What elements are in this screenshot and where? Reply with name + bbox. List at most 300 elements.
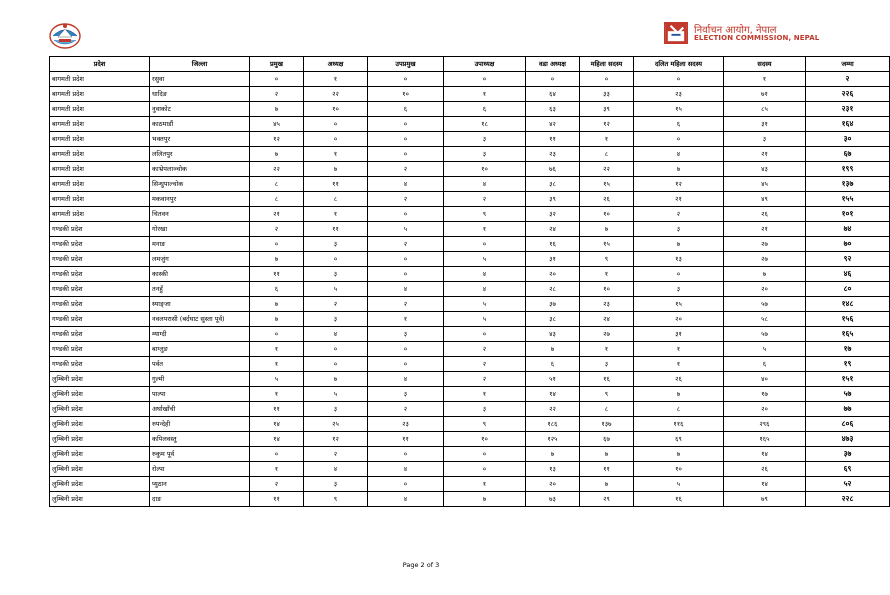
district-cell: बाग्लुङ <box>150 342 250 357</box>
province-cell: लुम्बिनी प्रदेश <box>50 372 150 387</box>
table-cell: २ <box>304 447 368 462</box>
table-cell: १४ <box>250 417 304 432</box>
district-cell: लमजुंग <box>150 252 250 267</box>
province-cell: गण्डकी प्रदेश <box>50 327 150 342</box>
total-cell: १६४ <box>806 117 890 132</box>
table-row <box>50 312 890 327</box>
table-cell: ६ <box>634 117 724 132</box>
table-cell: ० <box>368 342 444 357</box>
table-cell: ७ <box>250 252 304 267</box>
province-cell: बागमती प्रदेश <box>50 117 150 132</box>
total-cell: ५७ <box>806 387 890 402</box>
table-cell: ३१ <box>634 327 724 342</box>
table-row <box>50 282 890 297</box>
district-cell: रुपन्देही <box>150 417 250 432</box>
table-cell: ८ <box>250 177 304 192</box>
table-cell: १८ <box>444 117 526 132</box>
table-cell: ११ <box>580 462 634 477</box>
table-cell: ३१ <box>526 252 580 267</box>
table-cell: ४ <box>304 462 368 477</box>
table-cell: २६ <box>724 462 806 477</box>
district-cell: काठमाडौं <box>150 117 250 132</box>
table-cell: २२ <box>304 87 368 102</box>
table-cell: २८ <box>526 282 580 297</box>
table-row <box>50 72 890 87</box>
total-cell: १४८ <box>806 297 890 312</box>
column-header: अध्यक्ष <box>304 57 368 72</box>
column-header: जम्मा <box>806 57 890 72</box>
table-cell: ९ <box>580 387 634 402</box>
table-cell: २ <box>368 192 444 207</box>
table-cell: ० <box>250 327 304 342</box>
province-cell: बागमती प्रदेश <box>50 132 150 147</box>
total-cell: ८०६ <box>806 417 890 432</box>
province-cell: गण्डकी प्रदेश <box>50 252 150 267</box>
table-cell: २३ <box>368 417 444 432</box>
table-cell: १ <box>250 357 304 372</box>
table-cell: ७ <box>634 162 724 177</box>
table-header-row <box>50 57 890 72</box>
table-cell: ४० <box>724 372 806 387</box>
table-cell: ० <box>634 72 724 87</box>
province-cell: गण्डकी प्रदेश <box>50 297 150 312</box>
table-cell: ८ <box>580 147 634 162</box>
table-cell: १ <box>304 72 368 87</box>
table-cell: ४५ <box>724 177 806 192</box>
table-cell: ४ <box>634 147 724 162</box>
table-cell: १० <box>634 462 724 477</box>
table-cell: १ <box>444 222 526 237</box>
province-cell: गण्डकी प्रदेश <box>50 222 150 237</box>
table-cell: १४ <box>724 477 806 492</box>
province-cell: बागमती प्रदेश <box>50 207 150 222</box>
logo-text-english: ELECTION COMMISSION, NEPAL <box>694 34 820 42</box>
province-cell: लुम्बिनी प्रदेश <box>50 432 150 447</box>
table-cell: ३ <box>304 402 368 417</box>
district-cell: दाङ <box>150 492 250 507</box>
table-row <box>50 162 890 177</box>
district-cell: मनाङ <box>150 237 250 252</box>
table-cell: २ <box>444 372 526 387</box>
table-cell: २ <box>250 87 304 102</box>
table-cell: ५८ <box>724 312 806 327</box>
province-cell: लुम्बिनी प्रदेश <box>50 447 150 462</box>
table-cell: ५ <box>250 372 304 387</box>
table-cell: ४ <box>368 492 444 507</box>
table-cell: २९ <box>580 492 634 507</box>
district-cell: नवलपरासी (बर्दघाट सुस्ता पूर्व) <box>150 312 250 327</box>
table-cell: १४ <box>250 432 304 447</box>
table-cell: ३ <box>368 327 444 342</box>
table-cell: ७ <box>580 477 634 492</box>
table-cell: २ <box>444 192 526 207</box>
table-cell: ३२ <box>526 207 580 222</box>
table-cell: २७ <box>724 252 806 267</box>
district-cell: रुकुम पूर्व <box>150 447 250 462</box>
table-cell: २१ <box>634 192 724 207</box>
province-cell: गण्डकी प्रदेश <box>50 312 150 327</box>
table-cell: १६५ <box>724 432 806 447</box>
table-cell: २ <box>368 237 444 252</box>
table-cell: १३ <box>634 252 724 267</box>
total-cell: १७ <box>806 342 890 357</box>
column-header: जिल्ला <box>150 57 250 72</box>
table-cell: २७ <box>580 327 634 342</box>
table-cell: ० <box>634 267 724 282</box>
table-cell: २० <box>724 282 806 297</box>
table-cell: ९ <box>444 417 526 432</box>
table-cell: २३ <box>580 297 634 312</box>
table-cell: १२ <box>634 177 724 192</box>
ballot-box-icon <box>664 22 688 44</box>
table-cell: ३७ <box>526 297 580 312</box>
table-cell: ० <box>368 357 444 372</box>
table-cell: ५ <box>444 312 526 327</box>
table-row <box>50 252 890 267</box>
province-cell: गण्डकी प्रदेश <box>50 237 150 252</box>
table-cell: ३८ <box>526 312 580 327</box>
table-cell: ११ <box>526 132 580 147</box>
table-cell: २ <box>634 207 724 222</box>
table-cell: ४५ <box>250 117 304 132</box>
table-cell: ८ <box>580 402 634 417</box>
column-header: उपाध्यक्ष <box>444 57 526 72</box>
table-row <box>50 342 890 357</box>
table-cell: ६७ <box>580 432 634 447</box>
table-cell: ४ <box>444 267 526 282</box>
district-cell: पाल्पा <box>150 387 250 402</box>
table-row <box>50 372 890 387</box>
table-cell: २२ <box>250 162 304 177</box>
table-cell: ५७ <box>724 297 806 312</box>
table-cell: ६९ <box>634 432 724 447</box>
total-cell: १५५ <box>806 192 890 207</box>
table-row <box>50 132 890 147</box>
total-cell: १९ <box>806 357 890 372</box>
table-cell: ० <box>304 117 368 132</box>
table-cell: १ <box>250 342 304 357</box>
table-cell: ८५ <box>724 102 806 117</box>
table-cell: ११६ <box>634 417 724 432</box>
table-cell: १५ <box>634 102 724 117</box>
district-cell: नुवाकोट <box>150 102 250 117</box>
table-row <box>50 87 890 102</box>
table-cell: ५ <box>368 222 444 237</box>
table-cell: २० <box>634 312 724 327</box>
table-cell: ० <box>368 207 444 222</box>
table-cell: २ <box>250 477 304 492</box>
table-cell: १ <box>444 387 526 402</box>
table-cell: २० <box>724 402 806 417</box>
province-cell: लुम्बिनी प्रदेश <box>50 492 150 507</box>
table-cell: १३७ <box>580 417 634 432</box>
table-cell: ० <box>368 267 444 282</box>
table-cell: ३ <box>444 147 526 162</box>
table-cell: १० <box>304 102 368 117</box>
district-cell: कपिलवस्तु <box>150 432 250 447</box>
table-cell: ० <box>368 117 444 132</box>
table-cell: ७ <box>250 147 304 162</box>
table-cell: ६ <box>250 282 304 297</box>
table-cell: ७६ <box>526 162 580 177</box>
table-cell: ५१ <box>526 372 580 387</box>
table-cell: ९ <box>304 492 368 507</box>
table-cell: ३ <box>724 132 806 147</box>
table-cell: ६३ <box>526 102 580 117</box>
table-cell: ३९ <box>526 192 580 207</box>
district-cell: म्याग्दी <box>150 327 250 342</box>
table-cell: ४ <box>444 282 526 297</box>
table-row <box>50 297 890 312</box>
column-header: उपप्रमुख <box>368 57 444 72</box>
table-cell: ३ <box>304 237 368 252</box>
table-cell: १ <box>580 342 634 357</box>
table-cell: ३८ <box>526 177 580 192</box>
table-cell: १४ <box>526 387 580 402</box>
table-cell: १ <box>444 477 526 492</box>
table-cell: १ <box>444 87 526 102</box>
table-cell: ४ <box>368 462 444 477</box>
table-cell: ६ <box>444 102 526 117</box>
table-cell: १७ <box>724 387 806 402</box>
table-cell: १६ <box>526 237 580 252</box>
table-cell: ० <box>368 477 444 492</box>
province-cell: बागमती प्रदेश <box>50 162 150 177</box>
table-cell: ० <box>368 252 444 267</box>
province-cell: गण्डकी प्रदेश <box>50 267 150 282</box>
table-cell: ० <box>444 447 526 462</box>
total-cell: ४६ <box>806 267 890 282</box>
table-cell: ६ <box>526 357 580 372</box>
table-row <box>50 267 890 282</box>
column-header: प्रदेश <box>50 57 150 72</box>
district-cell: तनहुँ <box>150 282 250 297</box>
table-row <box>50 447 890 462</box>
total-cell: २२८ <box>806 492 890 507</box>
table-cell: २६ <box>634 372 724 387</box>
table-cell: ५ <box>304 387 368 402</box>
table-cell: २ <box>250 222 304 237</box>
table-row <box>50 417 890 432</box>
table-cell: ७ <box>304 162 368 177</box>
table-cell: १४ <box>724 447 806 462</box>
table-cell: १० <box>444 162 526 177</box>
table-cell: ७ <box>444 492 526 507</box>
district-cell: गोरखा <box>150 222 250 237</box>
table-cell: २६ <box>580 192 634 207</box>
table-cell: ० <box>250 447 304 462</box>
table-row <box>50 402 890 417</box>
province-cell: बागमती प्रदेश <box>50 192 150 207</box>
total-cell: ६९ <box>806 462 890 477</box>
table-cell: ० <box>368 147 444 162</box>
total-cell: ४७३ <box>806 432 890 447</box>
table-cell: ० <box>368 447 444 462</box>
table-cell: ११ <box>368 432 444 447</box>
table-cell: १ <box>250 387 304 402</box>
table-cell: १६ <box>580 372 634 387</box>
table-cell: ० <box>444 237 526 252</box>
table-cell: ९ <box>580 252 634 267</box>
table-row <box>50 432 890 447</box>
nepal-emblem-icon <box>48 20 82 50</box>
column-header: सदस्य <box>724 57 806 72</box>
page-number: Page 2 of 3 <box>402 561 440 569</box>
table-row <box>50 147 890 162</box>
table-cell: १ <box>580 267 634 282</box>
table-cell: ५ <box>634 477 724 492</box>
total-cell: ३७ <box>806 447 890 462</box>
table-cell: ४९ <box>724 192 806 207</box>
province-cell: बागमती प्रदेश <box>50 177 150 192</box>
table-cell: ५ <box>304 282 368 297</box>
total-cell: ६७ <box>806 147 890 162</box>
table-body <box>50 72 890 507</box>
table-cell: ४ <box>368 372 444 387</box>
table-cell: ० <box>444 462 526 477</box>
table-cell: ५ <box>444 252 526 267</box>
table-cell: ८ <box>634 402 724 417</box>
table-cell: ७ <box>250 102 304 117</box>
district-cell: ललितपुर <box>150 147 250 162</box>
district-cell: रोल्पा <box>150 462 250 477</box>
table-cell: ५७ <box>724 327 806 342</box>
table-cell: १ <box>304 147 368 162</box>
table-cell: २१ <box>724 222 806 237</box>
table-cell: ० <box>304 252 368 267</box>
district-cell: धादिङ <box>150 87 250 102</box>
table-cell: १५ <box>580 237 634 252</box>
table-cell: ० <box>368 72 444 87</box>
table-cell: ० <box>444 327 526 342</box>
table-cell: ६४ <box>526 87 580 102</box>
total-cell: ५२ <box>806 477 890 492</box>
table-cell: ३ <box>444 132 526 147</box>
table-cell: २२ <box>580 162 634 177</box>
table-cell: ७ <box>250 312 304 327</box>
province-cell: गण्डकी प्रदेश <box>50 342 150 357</box>
table-cell: ३९ <box>580 102 634 117</box>
table-cell: ५ <box>724 342 806 357</box>
table-cell: ३३ <box>580 87 634 102</box>
table-cell: ४ <box>444 177 526 192</box>
province-cell: बागमती प्रदेश <box>50 72 150 87</box>
table-cell: ७ <box>634 387 724 402</box>
table-cell: ७ <box>304 372 368 387</box>
district-cell: अर्घाखाँची <box>150 402 250 417</box>
total-cell: १३७ <box>806 177 890 192</box>
table-cell: २० <box>526 267 580 282</box>
table-cell: २ <box>368 402 444 417</box>
table-cell: ० <box>526 72 580 87</box>
table-cell: ८ <box>304 192 368 207</box>
table-row <box>50 357 890 372</box>
column-header: दलित महिला सदस्य <box>634 57 724 72</box>
table-cell: १२ <box>250 132 304 147</box>
results-table <box>49 56 890 507</box>
table-cell: ११ <box>304 177 368 192</box>
table-cell: १ <box>368 312 444 327</box>
table-cell: ११ <box>250 402 304 417</box>
column-header: महिला सदस्य <box>580 57 634 72</box>
table-cell: ४ <box>368 282 444 297</box>
table-cell: १३ <box>526 462 580 477</box>
table-cell: ३ <box>634 222 724 237</box>
table-row <box>50 387 890 402</box>
table-cell: ० <box>250 237 304 252</box>
table-cell: ७ <box>634 237 724 252</box>
table-cell: १० <box>444 432 526 447</box>
table-row <box>50 207 890 222</box>
table-cell: २४ <box>580 312 634 327</box>
table-cell: ७ <box>580 447 634 462</box>
table-cell: ११ <box>304 222 368 237</box>
table-cell: ३ <box>304 267 368 282</box>
table-cell: २९६ <box>724 417 806 432</box>
district-cell: काभ्रेपलाञ्चोक <box>150 162 250 177</box>
table-cell: ६ <box>724 357 806 372</box>
table-cell: ० <box>304 132 368 147</box>
table-cell: ३ <box>304 312 368 327</box>
district-cell: भक्तपुर <box>150 132 250 147</box>
table-row <box>50 117 890 132</box>
table-cell: १ <box>634 357 724 372</box>
table-cell: २ <box>304 297 368 312</box>
table-row <box>50 327 890 342</box>
table-cell: ७ <box>580 222 634 237</box>
table-cell: २ <box>368 297 444 312</box>
table-cell: ० <box>580 72 634 87</box>
table-cell: १ <box>634 342 724 357</box>
table-cell: १० <box>580 282 634 297</box>
table-cell: ११ <box>250 492 304 507</box>
province-cell: बागमती प्रदेश <box>50 87 150 102</box>
table-cell: २७ <box>724 237 806 252</box>
table-cell: १ <box>250 462 304 477</box>
district-cell: रसुवा <box>150 72 250 87</box>
table-cell: १२५ <box>526 432 580 447</box>
table-cell: ३ <box>634 282 724 297</box>
table-cell: ४ <box>304 327 368 342</box>
table-row <box>50 492 890 507</box>
province-cell: बागमती प्रदेश <box>50 102 150 117</box>
table-row <box>50 222 890 237</box>
table-cell: १५ <box>634 297 724 312</box>
district-cell: गुल्मी <box>150 372 250 387</box>
table-row <box>50 102 890 117</box>
table-cell: ८ <box>250 192 304 207</box>
table-cell: ७३ <box>526 492 580 507</box>
table-cell: ७ <box>250 297 304 312</box>
district-cell: कास्की <box>150 267 250 282</box>
table-cell: १ <box>304 207 368 222</box>
table-cell: ११ <box>250 267 304 282</box>
table-cell: १२ <box>580 117 634 132</box>
total-cell: १५१ <box>806 372 890 387</box>
table-cell: ७ <box>526 342 580 357</box>
table-cell: ० <box>634 132 724 147</box>
province-cell: गण्डकी प्रदेश <box>50 282 150 297</box>
table-cell: १ <box>580 132 634 147</box>
table-row <box>50 192 890 207</box>
table-cell: ७९ <box>724 492 806 507</box>
district-cell: स्याङ्जा <box>150 297 250 312</box>
table-cell: १६ <box>634 492 724 507</box>
table-cell: २१ <box>250 207 304 222</box>
table-cell: ९ <box>444 207 526 222</box>
table-cell: ४ <box>368 177 444 192</box>
table-cell: २४ <box>526 222 580 237</box>
